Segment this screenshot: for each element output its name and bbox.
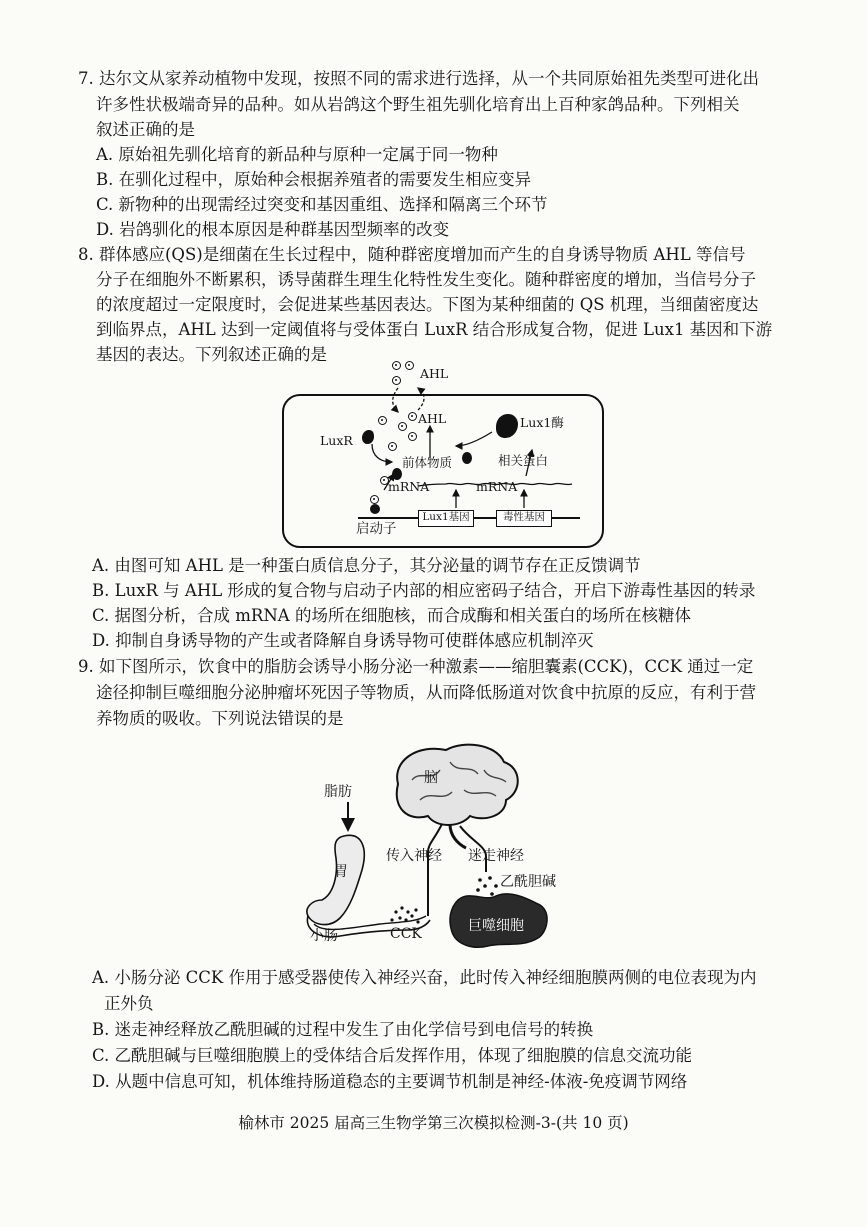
q9-option-c: C. 乙酰胆碱与巨噬细胞膜上的受体结合后发挥作用，体现了细胞膜的信息交流功能 [92, 1046, 693, 1065]
macrophage-label: 巨噬细胞 [468, 918, 524, 934]
ahl-molecule-icon [370, 495, 379, 504]
q9-stem-line-2: 途径抑制巨噬细胞分泌肿瘤坏死因子等物质，从而降低肠道对饮食中抗原的反应，有利于营 [96, 683, 756, 702]
ahl-molecule-icon [388, 442, 397, 451]
afferent-nerve-label: 传入神经 [386, 848, 442, 864]
page-footer: 榆林市 2025 届高三生物学第三次模拟检测-3-(共 10 页) [238, 1114, 629, 1132]
lux1-gene-box: Lux1基因 [418, 510, 474, 527]
fat-label: 脂肪 [324, 784, 352, 800]
q8-stem-line-3: 的浓度超过一定限度时，会促进某些基因表达。下图为某种细菌的 QS 机理，当细菌密度达 [96, 295, 759, 314]
related-protein-label: 相关蛋白 [498, 453, 549, 468]
ahl-outside-label: AHL [420, 366, 449, 381]
ahl-molecule-icon [398, 422, 407, 431]
cck-pathway-diagram [300, 740, 560, 952]
q8-option-b: B. LuxR 与 AHL 形成的复合物与启动子内部的相应密码子结合，开启下游毒性基因的转录 [92, 581, 756, 600]
mrna-left-label: mRNA [388, 479, 430, 494]
q8-stem-line-4: 到临界点，AHL 达到一定阈值将与受体蛋白 LuxR 结合形成复合物，促进 Lux1 基因和下游 [96, 320, 773, 339]
q8-option-a: A. 由图可知 AHL 是一种蛋白质信息分子，其分泌量的调节存在正反馈调节 [92, 556, 641, 575]
brain-label: 脑 [424, 770, 438, 786]
q8-stem-line-5: 基因的表达。下列叙述正确的是 [96, 345, 327, 364]
related-protein-icon [462, 452, 472, 464]
ahl-molecule-icon [378, 416, 387, 425]
q7-option-c: C. 新物种的出现需经过突变和基因重组、选择和隔离三个环节 [96, 195, 548, 214]
q9-option-a: A. 小肠分泌 CCK 作用于感受器使传入神经兴奋，此时传入神经细胞膜两侧的电位表现为内 [92, 968, 757, 987]
q9-option-d: D. 从题中信息可知，机体维持肠道稳态的主要调节机制是神经-体液-免疫调节网络 [92, 1072, 688, 1091]
q9-option-a-cont: 正外负 [104, 994, 154, 1013]
q9-option-b: B. 迷走神经释放乙酰胆碱的过程中发生了由化学信号到电信号的转换 [92, 1020, 594, 1039]
q9-stem-line-3: 养物质的吸收。下列说法错误的是 [96, 709, 344, 728]
precursor-label: 前体物质 [402, 455, 453, 470]
small-intestine-label: 小肠 [310, 928, 338, 944]
stomach-label: 胃 [334, 864, 348, 880]
vagus-nerve-label: 迷走神经 [468, 848, 524, 864]
qs-mechanism-diagram [280, 358, 610, 548]
q7-stem-line-3: 叙述正确的是 [96, 120, 195, 139]
q8-option-c: C. 据图分析，合成 mRNA 的场所在细胞核，而合成酶和相关蛋白的场所在核糖体 [92, 606, 691, 625]
mrna-right-label: mRNA [476, 479, 518, 494]
q7-option-a: A. 原始祖先驯化培育的新品种与原种一定属于同一物种 [96, 145, 498, 164]
q7-option-d: D. 岩鸽驯化的根本原因是种群基因型频率的改变 [96, 220, 450, 239]
q8-stem-line-1: 8. 群体感应(QS)是细菌在生长过程中，随种群密度增加而产生的自身诱导物质 AHL 等信号 [78, 245, 746, 264]
luxr-label: LuxR [320, 433, 353, 448]
q7-option-b: B. 在驯化过程中，原始种会根据养殖者的需要发生相应变异 [96, 170, 532, 189]
promoter-label: 启动子 [356, 521, 397, 537]
ahl-molecule-icon [408, 412, 417, 421]
ahl-molecule-icon [408, 432, 417, 441]
toxic-gene-box: 毒性基因 [496, 510, 552, 527]
lux1-enzyme-label: Lux1酶 [520, 415, 564, 430]
q7-stem-line-1: 7. 达尔文从家养动植物中发现，按照不同的需求进行选择，从一个共同原始祖先类型可进化出 [78, 69, 759, 88]
q8-stem-line-2: 分子在细胞外不断累积，诱导菌群生理生化特性发生变化。随种群密度的增加，当信号分子 [96, 270, 756, 289]
q8-option-d: D. 抑制自身诱导物的产生或者降解自身诱导物可使群体感应机制淬灭 [92, 631, 594, 650]
promoter-bound-complex-icon [370, 504, 380, 514]
q7-stem-line-2: 许多性状极端奇异的品种。如从岩鸽这个野生祖先驯化培育出上百种家鸽品种。下列相关 [96, 95, 740, 114]
q9-stem-line-1: 9. 如下图所示，饮食中的脂肪会诱导小肠分泌一种激素——缩胆囊素(CCK)，CCK 通过一定 [78, 657, 754, 676]
acetylcholine-label: 乙酰胆碱 [500, 874, 556, 890]
ahl-inside-label: AHL [418, 411, 447, 426]
cck-label: CCK [390, 926, 422, 942]
